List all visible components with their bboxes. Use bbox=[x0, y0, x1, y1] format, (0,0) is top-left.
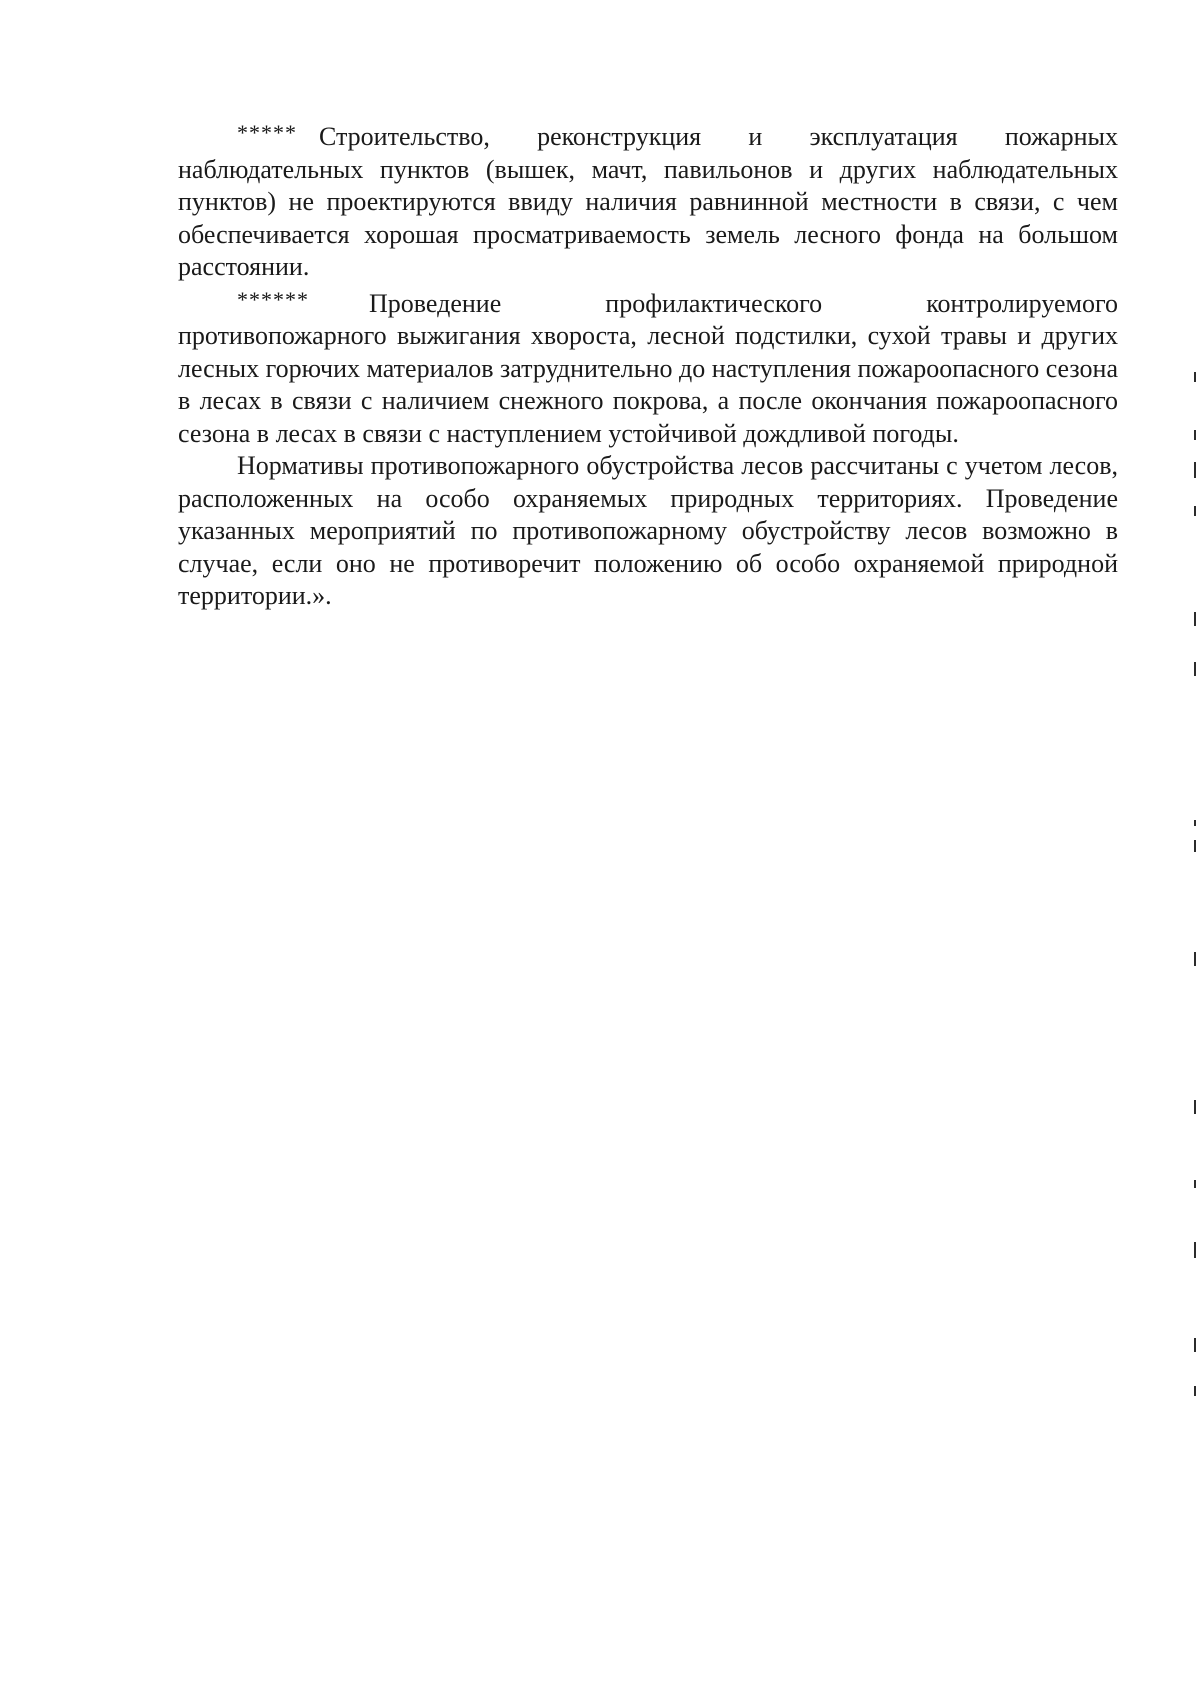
scan-edge-artifacts bbox=[1192, 0, 1200, 1697]
scan-mark bbox=[1194, 1338, 1196, 1352]
scan-mark bbox=[1194, 1100, 1196, 1114]
scan-mark bbox=[1194, 952, 1196, 966]
paragraph-text: Проведение профилактического контролируемого противопожарного выжигания хвороста, лесной подстилки, сухой травы и других лесных горючих материалов затруднительно до наступления пожароопасного сезона в лесах в связи с наличием снежного покрова, а после окончания пожароопасного сезона в лесах в связи с наступлением устойчивой дождливой погоды. bbox=[178, 288, 1118, 448]
scan-mark bbox=[1194, 1180, 1196, 1188]
scan-mark bbox=[1194, 372, 1196, 382]
scan-mark bbox=[1194, 1386, 1196, 1396]
scan-mark bbox=[1194, 430, 1196, 440]
footnote-marker: ***** bbox=[237, 120, 297, 145]
scan-mark bbox=[1194, 612, 1196, 626]
scan-mark bbox=[1194, 462, 1196, 478]
paragraph-text: Строительство, реконструкция и эксплуатация пожарных наблюдательных пунктов (вышек, мачт, павильонов и других наблюдательных пунктов) не проектируются ввиду наличия равнинной местности в связи, с чем обеспечивается хорошая просматриваемость земель лесного фонда на большом расстоянии. bbox=[178, 122, 1118, 281]
paragraph-controlled-burning bbox=[178, 284, 1118, 451]
scan-mark bbox=[1194, 1242, 1196, 1258]
paragraph-observation-points bbox=[178, 117, 1118, 284]
scan-mark bbox=[1194, 506, 1196, 516]
paragraph-text: Нормативы противопожарного обустройства лесов рассчитаны с учетом лесов, расположенных на особо охраняемых природных территориях. Проведение указанных мероприятий по противопожарному обустройству лесов возможно в случае, если оно не противоречит положению об особо охраняемой природной территории.». bbox=[178, 451, 1118, 610]
footnote-marker: ****** bbox=[237, 286, 309, 312]
document-body bbox=[178, 117, 1118, 613]
scan-mark bbox=[1194, 662, 1196, 676]
scan-mark bbox=[1194, 840, 1196, 852]
paragraph-protected-territories bbox=[178, 450, 1118, 613]
scan-mark bbox=[1194, 820, 1196, 826]
